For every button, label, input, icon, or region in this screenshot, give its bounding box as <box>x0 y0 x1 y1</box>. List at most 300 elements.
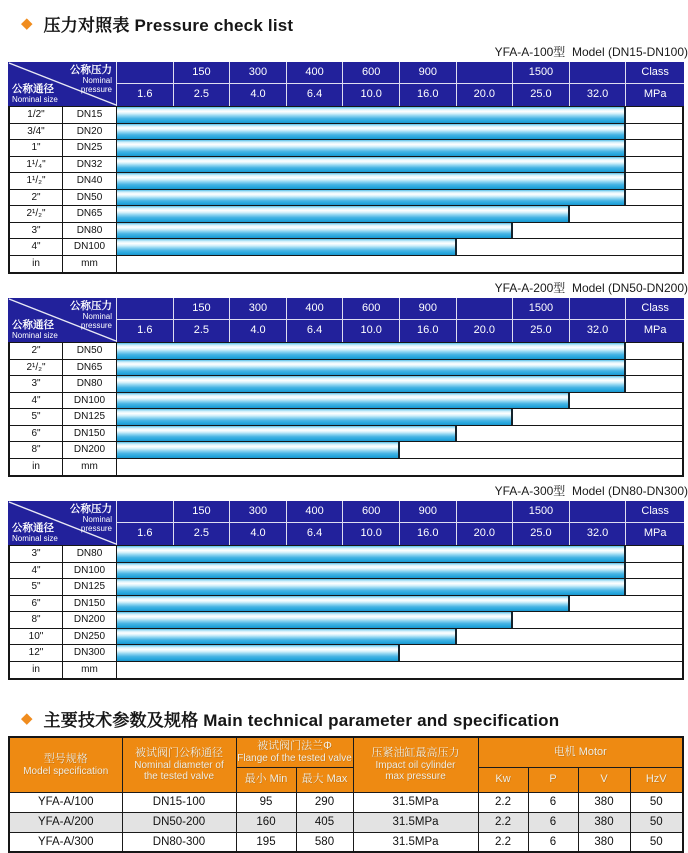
spec-cell-2: 195 <box>236 832 296 852</box>
nominal-dia-header <box>122 737 236 792</box>
v-header-line: V <box>600 773 608 785</box>
pressure-range-area <box>117 173 682 189</box>
dn-size-label: DN125 <box>63 409 117 425</box>
pressure-range-bar <box>117 563 626 579</box>
class-label <box>570 62 626 84</box>
table-row <box>10 629 682 646</box>
spec-cell-1: DN15-100 <box>122 792 236 812</box>
header-corner-cell <box>8 62 117 106</box>
pressure-range-area <box>117 662 682 679</box>
corner-pressure-zh: 公称压力 <box>70 300 112 312</box>
pressure-range-area <box>117 612 682 628</box>
spec-cell-3: 405 <box>296 812 353 832</box>
corner-size-en: Nominal size <box>12 331 58 340</box>
table-row <box>10 612 682 629</box>
header-col-6 <box>400 501 457 545</box>
spec-cell-4: 31.5MPa <box>353 832 478 852</box>
motor-header-line: 电机 Motor <box>553 745 607 758</box>
mpa-label: 20.0 <box>473 88 496 100</box>
pressure-range-area <box>117 223 682 239</box>
header-corner-cell <box>8 501 117 545</box>
mpa-label: 25.0 <box>530 88 552 100</box>
min-header-line: 最小 Min <box>244 773 288 785</box>
header-col-1 <box>117 501 174 545</box>
table-row <box>10 140 682 157</box>
class-label: 1500 <box>513 298 569 320</box>
corner-nominal-pressure <box>70 64 112 94</box>
pressure-range-bar <box>117 596 570 612</box>
header-col-4 <box>287 501 344 545</box>
dn-size-label: DN80 <box>63 376 117 392</box>
mpa-label: 10.0 <box>360 88 382 100</box>
class-label: Class <box>626 501 684 523</box>
inch-size-label: 4" <box>10 563 63 579</box>
spec-cell-0: YFA-A/100 <box>9 792 122 812</box>
spec-cell-8: 50 <box>630 832 683 852</box>
pressure-range-area <box>117 206 682 222</box>
flange-header-line: Flange of the tested valve <box>237 753 352 765</box>
corner-size-zh: 公称通径 <box>12 83 54 95</box>
pressure-range-area <box>117 645 682 661</box>
pressure-table-header <box>8 62 684 106</box>
mpa-label: MPa <box>643 527 667 539</box>
dn-size-label: DN50 <box>63 343 117 359</box>
spec-cell-7: 380 <box>578 792 630 812</box>
pressure-range-area <box>117 629 682 645</box>
nominal-dia-header-line: the tested valve <box>143 771 215 783</box>
mpa-label: MPa <box>643 324 667 336</box>
kw-header-line: Kw <box>495 773 511 785</box>
header-col-1 <box>117 298 174 342</box>
corner-pressure-en2: pressure <box>80 321 112 330</box>
pressure-range-area <box>117 393 682 409</box>
dn-size-label: DN32 <box>63 157 117 173</box>
inch-size-label: 2¹/₂" <box>10 206 63 222</box>
pressure-range-area <box>117 190 682 206</box>
corner-nominal-pressure <box>70 300 112 330</box>
pressure-range-area <box>117 124 682 140</box>
mpa-label: 1.6 <box>137 88 153 100</box>
mpa-label: 6.4 <box>306 527 323 539</box>
cylinder-pressure-header-line: max pressure <box>385 771 446 783</box>
mpa-label: 6.4 <box>306 324 323 336</box>
inch-size-label: 2" <box>10 190 63 206</box>
class-label <box>117 62 173 84</box>
mpa-label: 4.0 <box>250 527 266 539</box>
pressure-table-2 <box>8 274 688 477</box>
dn-size-label: DN200 <box>63 612 117 628</box>
pressure-range-bar <box>117 206 570 222</box>
class-label: 300 <box>230 501 286 523</box>
pressure-table-header <box>8 501 684 545</box>
mpa-label: 10.0 <box>360 527 382 539</box>
corner-nominal-size <box>12 83 58 104</box>
diamond-icon: ◆ <box>21 710 33 727</box>
p-header-line: P <box>549 773 557 785</box>
pressure-range-bar <box>117 107 626 123</box>
pressure-range-bar <box>117 393 570 409</box>
table-row <box>10 442 682 459</box>
inch-size-label: 3/4" <box>10 124 63 140</box>
cylinder-pressure-header <box>353 737 478 792</box>
corner-pressure-zh: 公称压力 <box>70 503 112 515</box>
inch-size-label: 2" <box>10 343 63 359</box>
pressure-range-area <box>117 579 682 595</box>
dn-size-label: DN50 <box>63 190 117 206</box>
table-row <box>10 360 682 377</box>
pressure-range-bar <box>117 140 626 156</box>
pressure-range-area <box>117 459 682 476</box>
inch-size-label: in <box>10 662 63 679</box>
header-col-6 <box>400 298 457 342</box>
pressure-table-body <box>8 342 684 477</box>
header-col-9 <box>570 62 627 106</box>
p-header <box>528 767 578 792</box>
inch-size-label: 6" <box>10 596 63 612</box>
inch-size-label: 4" <box>10 393 63 409</box>
v-header <box>578 767 630 792</box>
header-col-7 <box>457 62 514 106</box>
mpa-label: 2.5 <box>193 527 210 539</box>
dn-size-label: DN100 <box>63 393 117 409</box>
model-label: YFA-A-200型 Model (DN50-DN200) <box>494 281 688 295</box>
spec-header-row-1 <box>9 737 683 767</box>
pressure-table-1 <box>8 38 688 274</box>
flange-header <box>236 737 353 767</box>
spec-table <box>8 736 684 853</box>
inch-size-label: 1/2" <box>10 107 63 123</box>
spec-table-body <box>9 792 683 852</box>
spec-cell-6: 6 <box>528 832 578 852</box>
pressure-range-bar <box>117 579 626 595</box>
cylinder-pressure-header-line: Impact oil cylinder <box>375 760 456 772</box>
inch-size-label: 8" <box>10 612 63 628</box>
dn-size-label: DN150 <box>63 596 117 612</box>
dn-size-label: DN80 <box>63 223 117 239</box>
class-label <box>117 298 173 320</box>
class-label: 1500 <box>513 501 569 523</box>
class-label: 900 <box>400 298 456 320</box>
class-label: 1500 <box>513 62 569 84</box>
pressure-range-bar <box>117 190 626 206</box>
class-label: 150 <box>174 298 230 320</box>
spec-cell-4: 31.5MPa <box>353 792 478 812</box>
inch-size-label: 8" <box>10 442 63 458</box>
spec-row-YFA-A/100 <box>9 792 683 812</box>
nominal-dia-header-line: Nominal diameter of <box>134 760 224 772</box>
table-row <box>10 173 682 190</box>
inch-size-label: in <box>10 459 63 476</box>
pressure-range-bar <box>117 360 626 376</box>
inch-size-label: 4" <box>10 239 63 255</box>
table-row <box>10 459 682 476</box>
pressure-table-body <box>8 106 684 274</box>
model-spec-header-line: Model specification <box>23 765 109 777</box>
header-col-10 <box>626 62 684 106</box>
table-row <box>10 223 682 240</box>
spec-cell-3: 290 <box>296 792 353 812</box>
pressure-range-bar <box>117 173 626 189</box>
mpa-label: 32.0 <box>586 527 609 539</box>
header-col-4 <box>287 62 344 106</box>
corner-size-zh: 公称通径 <box>12 319 54 331</box>
pressure-range-area <box>117 426 682 442</box>
table-row <box>10 256 682 273</box>
mpa-label: 16.0 <box>417 324 439 336</box>
pressure-table-3 <box>8 477 688 680</box>
pressure-section-title-text: 压力对照表 Pressure check list <box>43 16 294 35</box>
class-label: 400 <box>287 298 343 320</box>
header-col-3 <box>230 62 287 106</box>
corner-nominal-size <box>12 522 58 543</box>
max-header-line: 最大 Max <box>301 773 348 785</box>
table-row <box>10 563 682 580</box>
pressure-range-area <box>117 140 682 156</box>
header-col-2 <box>174 62 231 106</box>
header-col-8 <box>513 501 570 545</box>
class-label <box>457 62 513 84</box>
header-col-2 <box>174 298 231 342</box>
spec-cell-2: 160 <box>236 812 296 832</box>
table-row <box>10 426 682 443</box>
table-row <box>10 343 682 360</box>
mpa-label: 16.0 <box>417 527 439 539</box>
pressure-range-bar <box>117 409 513 425</box>
header-col-8 <box>513 298 570 342</box>
corner-nominal-size <box>12 319 58 340</box>
dn-size-label: DN80 <box>63 546 117 562</box>
pressure-range-bar <box>117 376 626 392</box>
inch-size-label: 5" <box>10 579 63 595</box>
header-col-3 <box>230 501 287 545</box>
dn-size-label: DN250 <box>63 629 117 645</box>
mpa-label: 25.0 <box>530 324 552 336</box>
pressure-range-bar <box>117 239 457 255</box>
nominal-dia-header-line: 被试阀门公称通径 <box>135 747 223 760</box>
inch-size-label: 1¹/₂" <box>10 173 63 189</box>
mpa-label: 25.0 <box>530 527 552 539</box>
corner-size-en: Nominal size <box>12 95 58 104</box>
header-col-9 <box>570 501 627 545</box>
dn-size-label: DN300 <box>63 645 117 661</box>
spec-cell-8: 50 <box>630 812 683 832</box>
class-label: 400 <box>287 501 343 523</box>
cylinder-pressure-header-line: 压紧油缸最高压力 <box>371 747 460 760</box>
pressure-range-area <box>117 376 682 392</box>
class-label: 900 <box>400 62 456 84</box>
dn-size-label: mm <box>63 256 117 273</box>
diamond-icon: ◆ <box>21 15 33 32</box>
header-col-1 <box>117 62 174 106</box>
pressure-range-bar <box>117 442 400 458</box>
class-label: 150 <box>174 501 230 523</box>
pressure-range-bar <box>117 343 626 359</box>
spec-cell-1: DN80-300 <box>122 832 236 852</box>
table-row <box>10 596 682 613</box>
mpa-label: 10.0 <box>360 324 382 336</box>
pressure-range-area <box>117 442 682 458</box>
inch-size-label: 5" <box>10 409 63 425</box>
spec-cell-6: 6 <box>528 792 578 812</box>
inch-size-label: 1" <box>10 140 63 156</box>
header-corner-cell <box>8 298 117 342</box>
dn-size-label: DN15 <box>63 107 117 123</box>
table-row <box>10 206 682 223</box>
table-row <box>10 239 682 256</box>
pressure-tables <box>0 38 688 680</box>
class-label: 600 <box>343 62 399 84</box>
mpa-label: 1.6 <box>137 324 153 336</box>
pressure-range-bar <box>117 612 513 628</box>
inch-size-label: 6" <box>10 426 63 442</box>
class-label <box>570 501 626 523</box>
spec-cell-0: YFA-A/200 <box>9 812 122 832</box>
pressure-range-area <box>117 409 682 425</box>
class-label: 400 <box>287 62 343 84</box>
dn-size-label: mm <box>63 459 117 476</box>
pressure-range-area <box>117 343 682 359</box>
inch-size-label: 12" <box>10 645 63 661</box>
mpa-label: 20.0 <box>473 527 496 539</box>
class-label <box>457 501 513 523</box>
mpa-label: 16.0 <box>417 88 439 100</box>
corner-pressure-en1: Nominal <box>82 76 112 85</box>
header-col-10 <box>626 298 684 342</box>
pressure-range-area <box>117 360 682 376</box>
mpa-label: 2.5 <box>193 324 210 336</box>
pressure-range-bar <box>117 124 626 140</box>
pressure-table-header <box>8 298 684 342</box>
corner-pressure-en1: Nominal <box>82 515 112 524</box>
kw-header <box>478 767 528 792</box>
class-label: Class <box>626 298 684 320</box>
spec-cell-2: 95 <box>236 792 296 812</box>
dn-size-label: DN100 <box>63 563 117 579</box>
dn-size-label: DN150 <box>63 426 117 442</box>
inch-size-label: 2¹/₂" <box>10 360 63 376</box>
motor-header <box>478 737 683 767</box>
spec-section-title <box>21 706 688 731</box>
pressure-range-area <box>117 157 682 173</box>
dn-size-label: DN125 <box>63 579 117 595</box>
table-row <box>10 546 682 563</box>
spec-cell-0: YFA-A/300 <box>9 832 122 852</box>
pressure-range-bar <box>117 629 457 645</box>
class-label: 300 <box>230 298 286 320</box>
header-col-5 <box>343 501 400 545</box>
class-label: 900 <box>400 501 456 523</box>
table-row <box>10 662 682 679</box>
inch-size-label: in <box>10 256 63 273</box>
corner-nominal-pressure <box>70 503 112 533</box>
spec-section-title-text: 主要技术参数及规格 Main technical parameter and specification <box>43 711 560 730</box>
model-label: YFA-A-300型 Model (DN80-DN300) <box>494 484 688 498</box>
dn-size-label: DN20 <box>63 124 117 140</box>
mpa-label: 4.0 <box>250 324 266 336</box>
corner-pressure-zh: 公称压力 <box>70 64 112 76</box>
mpa-label: 4.0 <box>250 88 266 100</box>
corner-pressure-en1: Nominal <box>82 312 112 321</box>
table-row <box>10 579 682 596</box>
mpa-label: 1.6 <box>137 527 153 539</box>
inch-size-label: 3" <box>10 223 63 239</box>
model-label: YFA-A-100型 Model (DN15-DN100) <box>494 45 688 59</box>
spec-cell-5: 2.2 <box>478 832 528 852</box>
min-header <box>236 767 296 792</box>
table-row <box>10 393 682 410</box>
class-label: 600 <box>343 501 399 523</box>
dn-size-label: mm <box>63 662 117 679</box>
dn-size-label: DN65 <box>63 360 117 376</box>
pressure-range-bar <box>117 223 513 239</box>
mpa-label: 20.0 <box>473 324 496 336</box>
class-label <box>117 501 173 523</box>
hz-header-line: HzV <box>645 773 667 785</box>
pressure-range-area <box>117 256 682 273</box>
header-col-8 <box>513 62 570 106</box>
table-row <box>10 645 682 662</box>
table-row <box>10 409 682 426</box>
spec-cell-7: 380 <box>578 812 630 832</box>
mpa-label: 32.0 <box>586 88 609 100</box>
spec-cell-5: 2.2 <box>478 792 528 812</box>
header-col-2 <box>174 501 231 545</box>
max-header <box>296 767 353 792</box>
pressure-table-body <box>8 545 684 680</box>
mpa-label: 6.4 <box>306 88 323 100</box>
header-col-6 <box>400 62 457 106</box>
corner-size-en: Nominal size <box>12 534 58 543</box>
spec-cell-8: 50 <box>630 792 683 812</box>
corner-pressure-en2: pressure <box>80 85 112 94</box>
catalog-page <box>0 11 688 853</box>
table-row <box>10 107 682 124</box>
header-col-9 <box>570 298 627 342</box>
mpa-label: MPa <box>643 88 667 100</box>
spec-cell-4: 31.5MPa <box>353 812 478 832</box>
table-row <box>10 376 682 393</box>
class-label <box>570 298 626 320</box>
spec-row-YFA-A/300 <box>9 832 683 852</box>
hz-header <box>630 767 683 792</box>
header-col-7 <box>457 298 514 342</box>
spec-cell-5: 2.2 <box>478 812 528 832</box>
header-col-5 <box>343 62 400 106</box>
pressure-range-bar <box>117 157 626 173</box>
inch-size-label: 3" <box>10 546 63 562</box>
inch-size-label: 3" <box>10 376 63 392</box>
dn-size-label: DN100 <box>63 239 117 255</box>
inch-size-label: 10" <box>10 629 63 645</box>
mpa-label: 32.0 <box>586 324 609 336</box>
header-col-5 <box>343 298 400 342</box>
header-col-4 <box>287 298 344 342</box>
header-col-3 <box>230 298 287 342</box>
spec-cell-7: 380 <box>578 832 630 852</box>
model-spec-header-line: 型号规格 <box>43 752 88 765</box>
pressure-range-area <box>117 239 682 255</box>
dn-size-label: DN65 <box>63 206 117 222</box>
model-spec-header <box>9 737 122 792</box>
table-row <box>10 157 682 174</box>
dn-size-label: DN40 <box>63 173 117 189</box>
header-col-7 <box>457 501 514 545</box>
class-label: 300 <box>230 62 286 84</box>
corner-size-zh: 公称通径 <box>12 522 54 534</box>
pressure-range-area <box>117 107 682 123</box>
spec-row-YFA-A/200 <box>9 812 683 832</box>
pressure-section-title <box>21 11 688 36</box>
